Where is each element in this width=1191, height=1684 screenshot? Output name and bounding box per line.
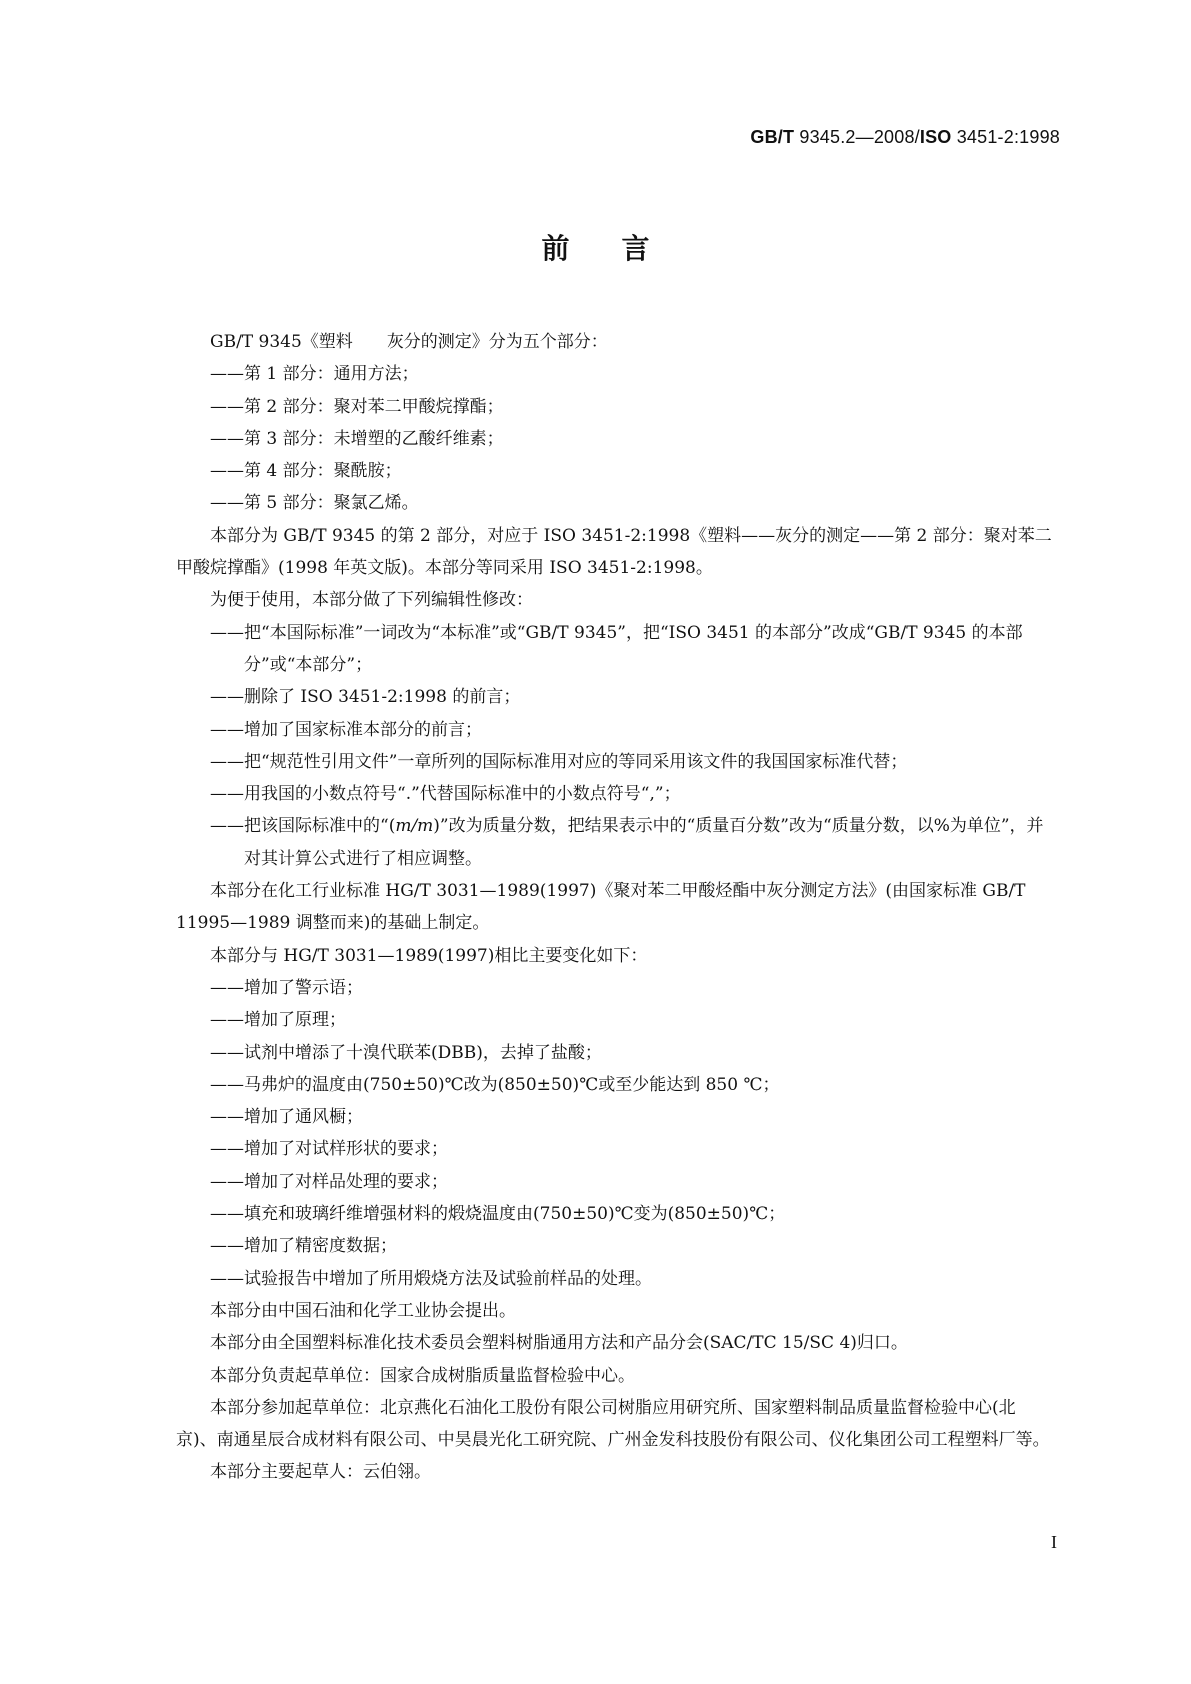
edit-item: ——增加了国家标准本部分的前言； (210, 719, 482, 740)
header-iso: ISO (919, 127, 952, 147)
change-item: ——试验报告中增加了所用煅烧方法及试验前样品的处理。 (210, 1268, 652, 1289)
change-item: ——填充和玻璃纤维增强材料的煅烧温度由(750±50)℃变为(850±50)℃； (210, 1204, 786, 1225)
change-item: ——增加了对样品处理的要求； (210, 1171, 448, 1192)
edit-intro-paragraph: 为便于使用，本部分做了下列编辑性修改： (210, 590, 533, 611)
part-item: ——第 4 部分：聚酰胺； (210, 461, 402, 482)
edit-last-post: )”改为质量分数，把结果表示中的“质量百分数”改为“质量分数，以%为单位”，并对其计算公式进行了相应调整。 (244, 816, 1044, 869)
edit-last-math: m/m (395, 816, 434, 837)
change-item: ——增加了通风橱； (210, 1107, 363, 1128)
correspondence-paragraph: 本部分为 GB/T 9345 的第 2 部分，对应于 ISO 3451-2:1998《塑料——灰分的测定——第 2 部分：聚对苯二甲酸烷撑酯》(1998 年英文版)。本部分等同采用 ISO 3451-2:1998。 (176, 525, 1052, 579)
drafting-unit-paragraph: 本部分负责起草单位：国家合成树脂质量监督检验中心。 (210, 1365, 635, 1386)
part-item: ——第 1 部分：通用方法； (210, 364, 419, 385)
part-item: ——第 3 部分：未增塑的乙酸纤维素； (210, 428, 504, 449)
intro-pre: GB/T 9345《塑料 (210, 332, 353, 352)
change-item: ——增加了精密度数据； (210, 1236, 397, 1257)
intro-post: 灰分的测定》分为五个部分： (386, 332, 608, 352)
proposed-by-paragraph: 本部分由中国石油和化学工业协会提出。 (210, 1300, 516, 1321)
edit-item-mass-fraction (176, 810, 1056, 875)
edit-last-pre: ——把该国际标准中的“( (210, 816, 396, 837)
basis-paragraph: 本部分在化工行业标准 HG/T 3031—1989(1997)《聚对苯二甲酸烃酯中灰分测定方法》(由国家标准 GB/T 11995—1989 调整而来)的基础上制定。 (176, 881, 1026, 934)
page-number: I (1051, 1532, 1057, 1552)
change-item: ——增加了原理； (210, 1010, 346, 1031)
header-gbt: GB/T (750, 127, 795, 147)
part-item: ——第 2 部分：聚对苯二甲酸烷撑酯； (210, 396, 504, 417)
header-iso-number: 3451-2:1998 (951, 127, 1060, 147)
participating-units-paragraph: 本部分参加起草单位：北京燕化石油化工股份有限公司树脂应用研究所、国家塑料制品质量监督检验中心(北京)、南通星辰合成材料有限公司、中昊晨光化工研究院、广州金发科技股份有限公司、仪化集团公司工程塑料厂等。 (176, 1397, 1050, 1451)
centralized-by-paragraph: 本部分由全国塑料标准化技术委员会塑料树脂通用方法和产品分会(SAC/TC 15/SC 4)归口。 (210, 1333, 908, 1354)
page-title: 前言 (541, 232, 702, 265)
part-item: ——第 5 部分：聚氯乙烯。 (210, 493, 419, 514)
edit-item: ——用我国的小数点符号“.”代替国际标准中的小数点符号“,”； (210, 784, 681, 805)
change-item: ——马弗炉的温度由(750±50)℃改为(850±50)℃或至少能达到 850 ℃； (210, 1074, 780, 1095)
change-item: ——增加了警示语； (210, 977, 363, 998)
edit-item: ——把“本国际标准”一词改为“本标准”或“GB/T 9345”，把“ISO 3451 的本部分”改成“GB/T 9345 的本部分”或“本部分”； (210, 622, 1023, 675)
change-item: ——增加了对试样形状的要求； (210, 1139, 448, 1160)
changes-intro-paragraph: 本部分与 HG/T 3031—1989(1997)相比主要变化如下： (210, 945, 648, 966)
foreword-body (176, 326, 1056, 1489)
edit-item: ——删除了 ISO 3451-2:1998 的前言； (210, 687, 521, 708)
intro-paragraph (176, 326, 1056, 358)
standard-number-header (750, 127, 1060, 148)
edit-item: ——把“规范性引用文件”一章所列的国际标准用对应的等同采用该文件的我国国家标准代替； (210, 751, 908, 772)
change-item: ——试剂中增添了十溴代联苯(DBB)，去掉了盐酸； (210, 1042, 602, 1063)
drafter-paragraph: 本部分主要起草人：云伯翎。 (210, 1462, 431, 1483)
header-number: 9345.2—2008/ (794, 127, 920, 147)
